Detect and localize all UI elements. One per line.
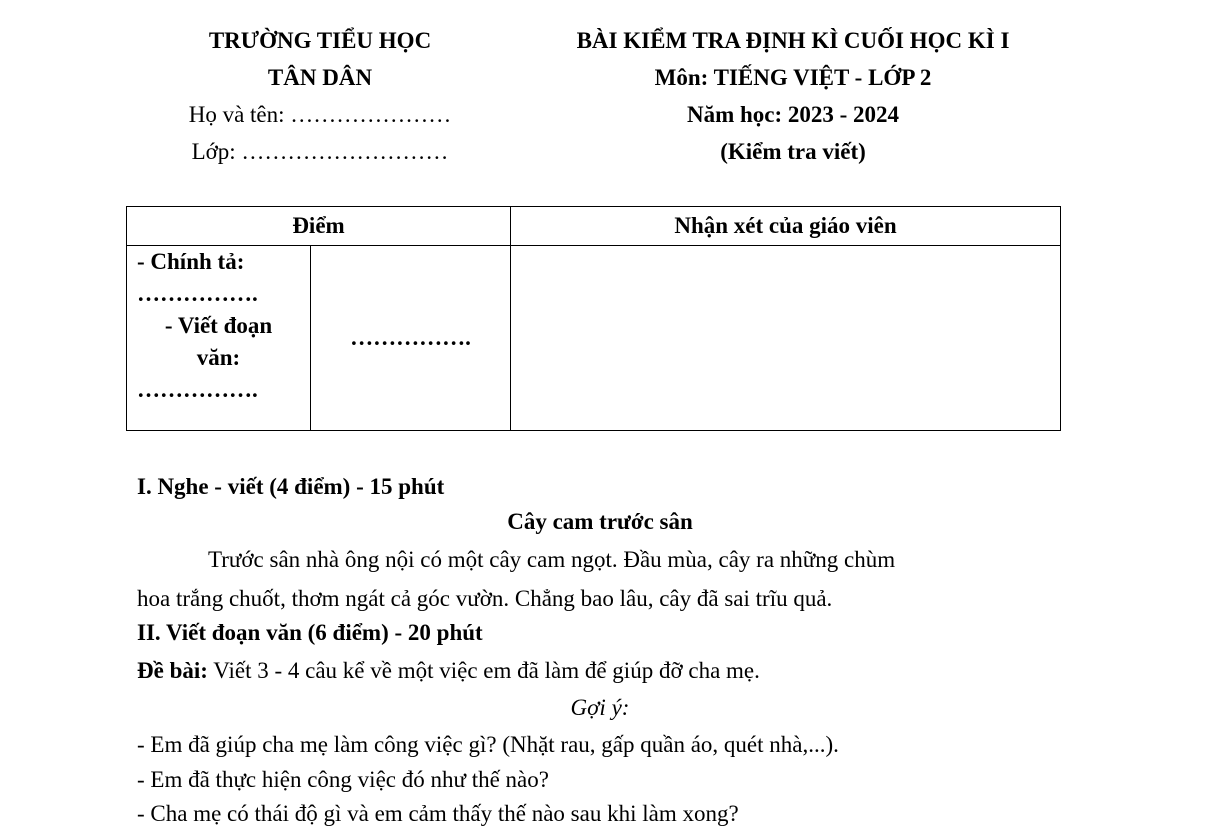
subject-line: Môn: TIẾNG VIỆT - LỚP 2 xyxy=(654,65,932,90)
dictation-paragraph-line2: hoa trắng chuốt, thơm ngát cả góc vườn. Chẳng bao lâu, cây đã sai trĩu quả. xyxy=(137,586,833,611)
viet-doan-van-label-line2: văn: xyxy=(196,345,241,370)
exam-title: BÀI KIỂM TRA ĐỊNH KÌ CUỐI HỌC KÌ I xyxy=(576,28,1010,53)
hint-item: - Em đã thực hiện công việc đó như thế nào? xyxy=(137,767,549,792)
class-field-label: Lớp: ……………………… xyxy=(191,139,449,164)
writing-prompt xyxy=(137,654,760,688)
total-score-blank: ……………. xyxy=(350,325,471,350)
exam-part: (Kiểm tra viết) xyxy=(720,139,866,164)
score-table-header-row xyxy=(127,207,1061,246)
chinh-ta-label: - Chính tả: xyxy=(137,249,245,274)
name-field-label: Họ và tên: ………………… xyxy=(188,102,452,127)
score-breakdown-cell xyxy=(127,246,311,431)
chinh-ta-score-blank: ……………. xyxy=(137,281,258,306)
prompt-label: Đề bài: xyxy=(137,658,208,683)
score-table xyxy=(126,206,1061,431)
prompt-text: Viết 3 - 4 câu kể về một việc em đã làm để giúp đỡ cha mẹ. xyxy=(207,658,760,683)
section1-heading: I. Nghe - viết (4 điểm) - 15 phút xyxy=(137,474,445,499)
hint-item: - Em đã giúp cha mẹ làm công việc gì? (Nhặt rau, gấp quần áo, quét nhà,...). xyxy=(137,732,839,757)
school-name-line1: TRƯỜNG TIỂU HỌC xyxy=(208,28,432,53)
dictation-paragraph-line1: Trước sân nhà ông nội có một cây cam ngọt. Đầu mùa, cây ra những chùm xyxy=(208,547,896,572)
section2-heading: II. Viết đoạn văn (6 điểm) - 20 phút xyxy=(137,620,483,645)
score-table-body-row xyxy=(127,246,1061,431)
exam-title-block xyxy=(498,22,1088,170)
school-year: Năm học: 2023 - 2024 xyxy=(686,102,900,127)
hint-title: Gợi ý: xyxy=(570,695,630,720)
comment-column-header: Nhận xét của giáo viên xyxy=(511,207,1061,246)
school-name-line2: TÂN DÂN xyxy=(267,65,373,90)
dictation-title: Cây cam trước sân xyxy=(507,509,693,534)
viet-doan-van-score-blank: ……………. xyxy=(137,377,258,402)
viet-doan-van-label-line1: - Viết đoạn xyxy=(164,313,273,338)
school-block xyxy=(150,22,490,170)
hint-item: - Cha mẹ có thái độ gì và em cảm thấy thế nào sau khi làm xong? xyxy=(137,801,739,826)
teacher-comment-cell xyxy=(511,246,1061,431)
total-score-cell xyxy=(311,246,511,431)
score-column-header: Điểm xyxy=(127,207,511,246)
